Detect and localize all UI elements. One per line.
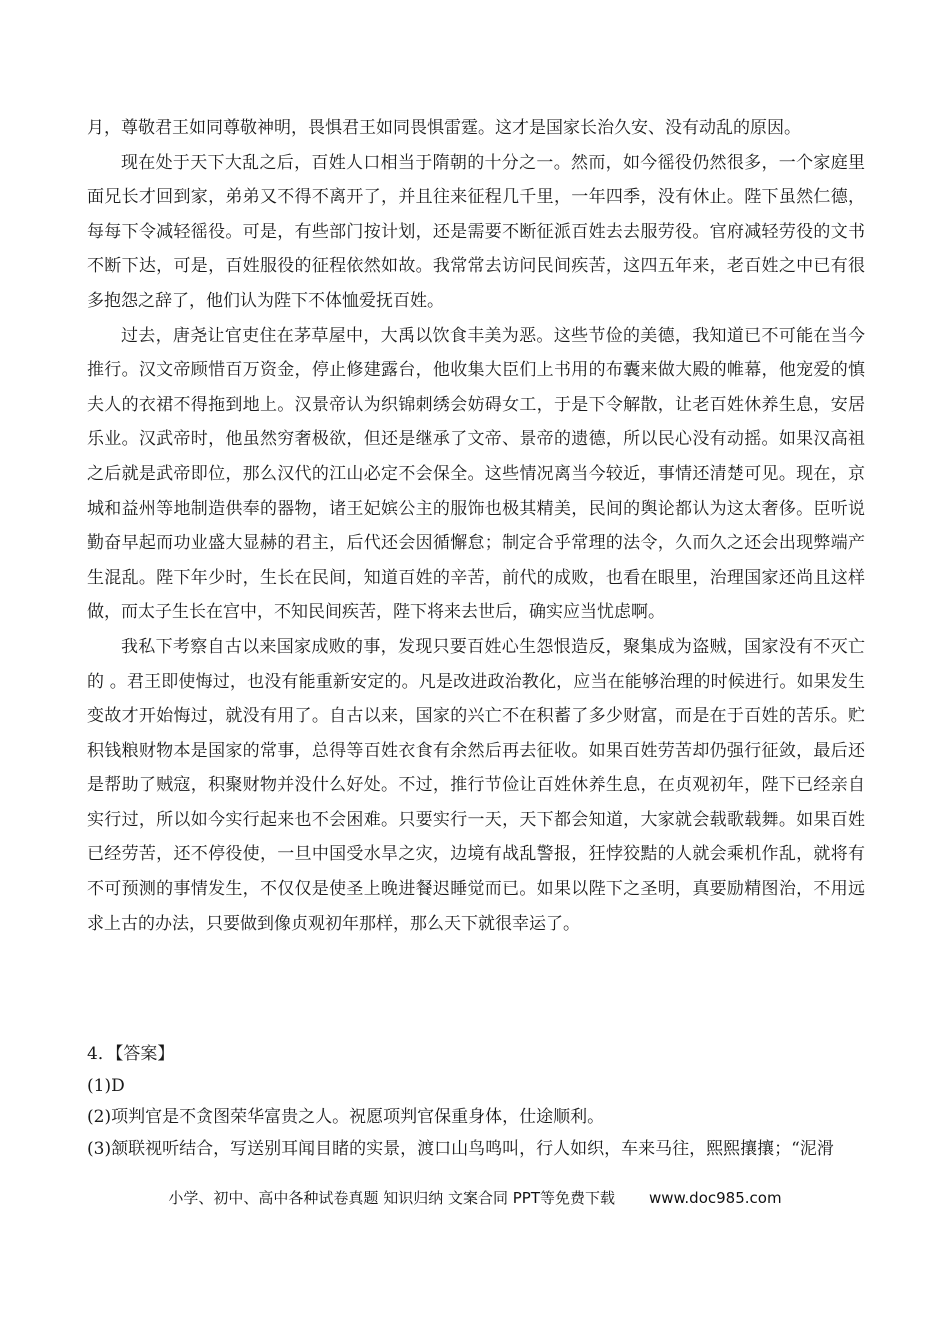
- passage-body: [87, 111, 865, 941]
- paragraph-frugality: 过去，唐尧让官吏住在茅草屋中，大禹以饮食丰美为恶。这些节俭的美德，我知道已不可能在当今推行。汉文帝顾惜百万资金，停止修建露台，他收集大臣们上书用的布囊来做大殿的帷幕，他宠爱的慎夫人的衣裙不得拖到地上。汉景帝认为织锦刺绣会妨碍女工，于是下令解散，让老百姓休养生息，安居乐业。汉武帝时，他虽然穷奢极欲，但还是继承了文帝、景帝的遗德，所以民心没有动摇。如果汉高祖之后就是武帝即位，那么汉代的江山必定不会保全。这些情况离当今较近，事情还清楚可见。现在，京城和益州等地制造供奉的器物，诸王妃嫔公主的服饰也极其精美，民间的舆论都认为这太奢侈。臣听说勤奋早起而功业盛大显赫的君主，后代还会因循懈怠；制定合乎常理的法令，久而久之还会出现弊端产生混乱。陛下年少时，生长在民间，知道百姓的辛苦，前代的成败，也看在眼里，治理国家还尚且这样做，而太子生长在宫中，不知民间疾苦，陛下将来去世后，确实应当忧虑啊。: [87, 325, 865, 623]
- answer-item-1: (1)D: [87, 1075, 125, 1096]
- paragraph-corvee: 现在处于天下大乱之后，百姓人口相当于隋朝的十分之一。然而，如今徭役仍然很多，一个家庭里面兄长才回到家，弟弟又不得不离开了，并且往来征程几千里，一年四季，没有休止。陛下虽然仁德，每每下令减轻徭役。可是，有些部门按计划，还是需要不断征派百姓去去服劳役。官府减轻劳役的文书不断下达，可是，百姓服役的征程依然如故。我常常去访问民间疾苦，这四五年来，老百姓之中已有很多抱怨之辞了，他们认为陛下不体恤爱抚百姓。: [87, 152, 865, 311]
- answer-heading: 4．【答案】: [87, 1044, 175, 1064]
- paragraph-rise-and-fall: 我私下考察自古以来国家成败的事，发现只要百姓心生怨恨造反，聚集成为盗贼，国家没有不灭亡的 。君王即使悔过，也没有能重新安定的。凡是改进政治教化，应当在能够治理的时候进行。如果发生变故才开始悔过，就没有用了。自古以来，国家的兴亡不在积蓄了多少财富，而是在于百姓的苦乐。贮积钱粮财物本是国家的常事，总得等百姓衣食有余然后再去征收。如果百姓劳苦却仍强行征敛，最后还是帮助了贼寇，积聚财物并没什么好处。不过，推行节俭让百姓休养生息，在贞观初年，陛下已经亲自实行过，所以如今实行起来也不会困难。只要实行一天，天下都会知道，大家就会载歌载舞。如果百姓已经劳苦，还不停役使，一旦中国受水旱之灾，边境有战乱警报，狂悖狡黠的人就会乘机作乱，就将有不可预测的事情发生，不仅仅是使圣上晚进餐迟睡觉而已。如果以陛下之圣明，真要励精图治，不用远求上古的办法，只要做到像贞观初年那样，那么天下就很幸运了。: [87, 636, 865, 934]
- answer-item-3: (3)颔联视听结合，写送别耳闻目睹的实景，渡口山鸟鸣叫，行人如织，车来马往，熙熙攘攘；“泥滑: [87, 1138, 834, 1159]
- footer-website-link[interactable]: www.doc985.com: [648, 1189, 782, 1207]
- paragraph-continuation: 月，尊敬君王如同尊敬神明，畏惧君王如同畏惧雷霆。这才是国家长治久安、没有动乱的原因。: [87, 118, 801, 138]
- answer-item-2: (2)项判官是不贪图荣华富贵之人。祝愿项判官保重身体，仕途顺利。: [87, 1107, 605, 1127]
- answer-section: [87, 1039, 877, 1165]
- page-footer: [0, 1187, 950, 1208]
- footer-text: 小学、初中、高中各种试卷真题 知识归纳 文案合同 PPT等免费下载: [168, 1189, 615, 1207]
